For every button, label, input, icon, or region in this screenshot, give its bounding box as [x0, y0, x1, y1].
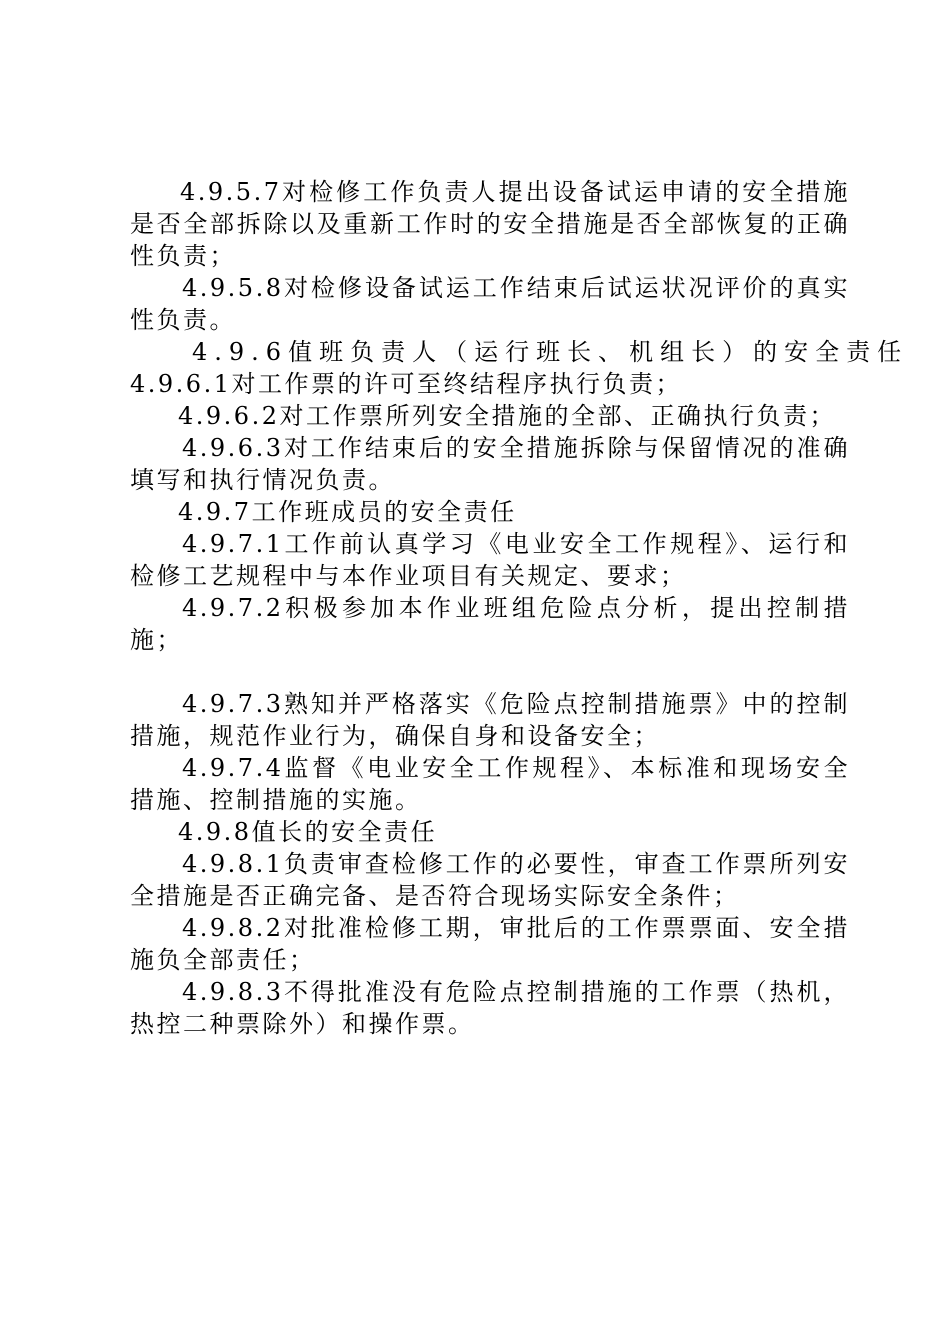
heading-4-9-7: 4.9.7工作班成员的安全责任 — [178, 498, 517, 526]
heading-4-9-8: 4.9.8值长的安全责任 — [178, 818, 438, 846]
paragraph-4-9-7-2: 4.9.7.2积极参加本作业班组危险点分析，提出控制措施； — [130, 594, 850, 654]
paragraph-4-9-8-3: 4.9.8.3不得批准没有危险点控制措施的工作票（热机，热控二种票除外）和操作票。 — [130, 978, 850, 1038]
paragraph-4-9-6-3: 4.9.6.3对工作结束后的安全措施拆除与保留情况的准确填写和执行情况负责。 — [130, 434, 850, 494]
paragraph-4-9-6-2: 4.9.6.2对工作票所列安全措施的全部、正确执行负责； — [178, 402, 836, 430]
heading-4-9-6: 4.9.6值班负责人（运行班长、机组长）的安全责任 — [192, 338, 909, 366]
paragraph-4-9-8-2: 4.9.8.2对批准检修工期，审批后的工作票票面、安全措施负全部责任； — [130, 914, 850, 974]
paragraph-4-9-5-7: 4.9.5.7对检修工作负责人提出设备试运申请的安全措施是否全部拆除以及重新工作时的安全措施是否全部恢复的正确性负责； — [130, 178, 850, 270]
document-body — [130, 176, 909, 1040]
blank-line — [130, 656, 850, 688]
paragraph-4-9-7-3: 4.9.7.3熟知并严格落实《危险点控制措施票》中的控制措施，规范作业行为，确保自身和设备安全； — [130, 690, 850, 750]
paragraph-4-9-8-1: 4.9.8.1负责审查检修工作的必要性，审查工作票所列安全措施是否正确完备、是否符合现场实际安全条件； — [130, 850, 850, 910]
paragraph-4-9-6-1: 4.9.6.1对工作票的许可至终结程序执行负责； — [130, 370, 682, 398]
paragraph-4-9-7-4: 4.9.7.4监督《电业安全工作规程》、本标准和现场安全措施、控制措施的实施。 — [130, 754, 850, 814]
paragraph-4-9-5-8: 4.9.5.8对检修设备试运工作结束后试运状况评价的真实性负责。 — [130, 274, 850, 334]
paragraph-4-9-7-1: 4.9.7.1工作前认真学习《电业安全工作规程》、运行和检修工艺规程中与本作业项目有关规定、要求； — [130, 530, 850, 590]
